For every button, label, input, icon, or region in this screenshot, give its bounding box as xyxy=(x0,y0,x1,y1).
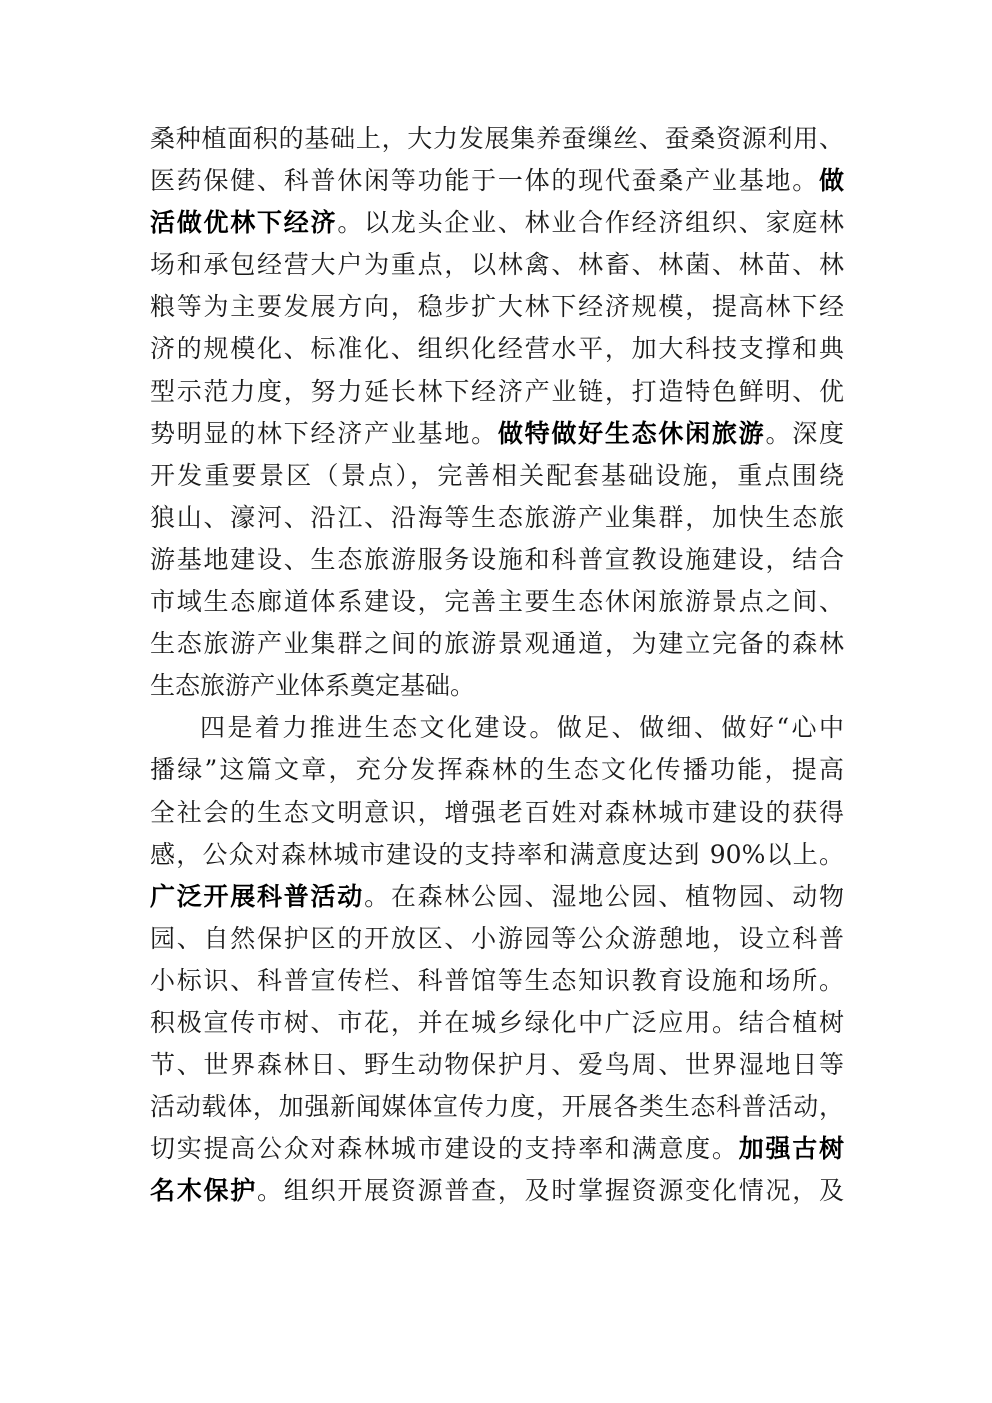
text-line xyxy=(150,581,844,623)
bold-heading-text: 活做优林下经济 xyxy=(150,208,338,238)
text-line xyxy=(150,623,844,665)
body-text: 生态旅游产业体系奠定基础。 xyxy=(150,671,476,701)
text-line xyxy=(150,876,844,918)
text-line xyxy=(150,918,844,960)
body-text: 狼山、濠河、沿江、沿海等生态旅游产业集群，加快生态旅 xyxy=(150,502,844,532)
body-text: 粮等为主要发展方向，稳步扩大林下经济规模，提高林下经 xyxy=(150,292,844,322)
bold-heading-text: 加强古树 xyxy=(738,1134,844,1164)
body-text: 小标识、科普宣传栏、科普馆等生态知识教育设施和场所。 xyxy=(150,965,844,995)
text-line xyxy=(150,1044,844,1086)
body-text: 活动载体，加强新闻媒体宣传力度，开展各类生态科普活动， xyxy=(150,1092,844,1122)
text-line xyxy=(150,371,844,413)
body-text: 切实提高公众对森林城市建设的支持率和满意度。 xyxy=(150,1134,739,1164)
body-text: 场和承包经营大户为重点，以林禽、林畜、林菌、林苗、林 xyxy=(150,250,844,280)
body-text: 开发重要景区（景点），完善相关配套基础设施，重点围绕 xyxy=(150,460,844,490)
body-text: 。以龙头企业、林业合作经济组织、家庭林 xyxy=(337,208,844,238)
bold-heading-text: 做特做好生态休闲旅游 xyxy=(497,418,766,448)
body-text: 。深度 xyxy=(765,418,844,448)
body-text: 。组织开展资源普查，及时掌握资源变化情况，及 xyxy=(257,1176,844,1206)
text-line xyxy=(150,665,844,707)
text-line xyxy=(150,792,844,834)
text-line xyxy=(150,497,844,539)
body-text: 桑种植面积的基础上，大力发展集养蚕缫丝、蚕桑资源利用、 xyxy=(150,124,844,153)
body-text: 节、世界森林日、野生动物保护月、爱鸟周、世界湿地日等 xyxy=(150,1050,844,1080)
body-text: 积极宣传市树、市花，并在城乡绿化中广泛应用。结合植树 xyxy=(150,1007,844,1037)
body-text: 四是着力推进生态文化建设。做足、做细、做好“心中 xyxy=(200,713,844,743)
body-text: 播绿”这篇文章，充分发挥森林的生态文化传播功能，提高 xyxy=(150,755,844,785)
text-line xyxy=(150,749,844,791)
text-line xyxy=(150,244,844,286)
text-line xyxy=(150,1002,844,1044)
body-text: 市域生态廊道体系建设，完善主要生态休闲旅游景点之间、 xyxy=(150,587,844,617)
bold-heading-text: 做 xyxy=(818,166,844,196)
text-line xyxy=(150,707,844,749)
text-line xyxy=(150,960,844,1002)
body-text: 园、自然保护区的开放区、小游园等公众游憩地，设立科普 xyxy=(150,923,844,953)
bold-heading-text: 名木保护 xyxy=(150,1176,258,1206)
body-text: 势明显的林下经济产业基地。 xyxy=(150,418,498,448)
text-line xyxy=(150,539,844,581)
body-text: 全社会的生态文明意识，增强老百姓对森林城市建设的获得 xyxy=(150,797,844,827)
body-text: 医药保健、科普休闲等功能于一体的现代蚕桑产业基地。 xyxy=(150,166,819,196)
text-line xyxy=(150,328,844,370)
body-text: 生态旅游产业集群之间的旅游景观通道，为建立完备的森林 xyxy=(150,629,844,659)
document-page xyxy=(150,118,844,1212)
body-text: 感，公众对森林城市建设的支持率和满意度达到 90%以上。 xyxy=(150,839,844,869)
text-line xyxy=(150,1170,844,1212)
text-line xyxy=(150,455,844,497)
body-text: 济的规模化、标准化、组织化经营水平，加大科技支撑和典 xyxy=(150,334,844,364)
text-line xyxy=(150,202,844,244)
text-line xyxy=(150,834,844,876)
body-text: 游基地建设、生态旅游服务设施和科普宣教设施建设，结合 xyxy=(150,544,844,574)
text-line xyxy=(150,1086,844,1128)
bold-heading-text: 广泛开展科普活动 xyxy=(150,881,365,911)
body-text: 型示范力度，努力延长林下经济产业链，打造特色鲜明、优 xyxy=(150,376,844,406)
text-line xyxy=(150,160,844,202)
text-line xyxy=(150,286,844,328)
text-line xyxy=(150,118,844,160)
text-line xyxy=(150,413,844,455)
text-line xyxy=(150,1128,844,1170)
body-text: 。在森林公园、湿地公园、植物园、动物 xyxy=(364,881,844,911)
